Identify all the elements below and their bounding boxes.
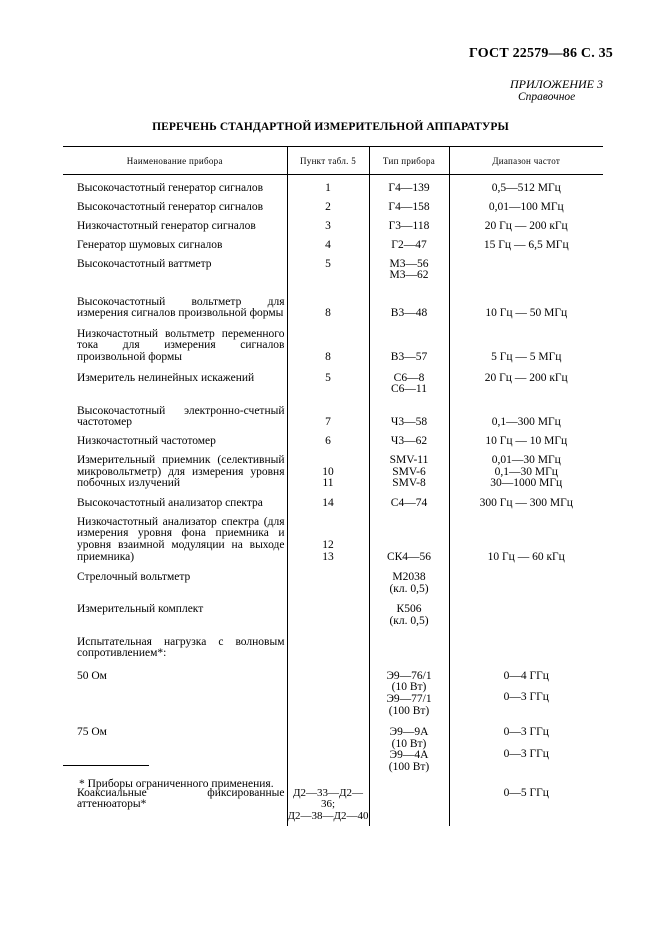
device-name: Измеритель нелинейных искажений — [77, 371, 255, 384]
frequency-range: 15 Гц — 6,5 МГц — [449, 240, 603, 259]
device-name: Низкочастотный вольтметр переменного тока для измерения сигналов произвольной формы — [77, 327, 285, 364]
device-type: (10 Вт) — [391, 737, 427, 750]
appendix-label — [510, 78, 603, 104]
frequency-range: 0,5—512 МГц — [449, 183, 603, 202]
table-item — [287, 671, 369, 717]
table-row — [63, 637, 603, 660]
device-type: (кл. 0,5) — [389, 582, 429, 595]
device-type: Э9—4А — [389, 749, 429, 762]
frequency-range: 10 Гц — 60 кГц — [449, 517, 603, 563]
table-row — [63, 183, 603, 202]
appendix-type: Справочное — [518, 91, 576, 103]
device-type: В3—57 — [369, 329, 449, 364]
frequency-range: 0,1—30 МГц — [494, 465, 558, 478]
frequency-range: 0,1—300 МГц — [449, 406, 603, 429]
device-type: В3—48 — [369, 297, 449, 320]
device-type: Ч3—58 — [369, 406, 449, 429]
device-name: Генератор шумовых сигналов — [77, 238, 223, 251]
frequency-range: 0,01—100 МГц — [449, 202, 603, 221]
device-type-cell — [369, 604, 449, 627]
table-item: 8 — [287, 297, 369, 320]
table-row — [63, 373, 603, 396]
device-type: (кл. 0,5) — [389, 614, 429, 627]
table-item: 4 — [287, 240, 369, 259]
frequency-range: 30—1000 МГц — [490, 477, 563, 490]
device-type: (10 Вт) — [391, 681, 427, 694]
frequency-range: 5 Гц — 5 МГц — [449, 329, 603, 364]
table-row — [63, 221, 603, 240]
table-item — [287, 727, 369, 773]
table-item: Д2—33—Д2—36; — [292, 786, 363, 811]
frequency-range — [449, 572, 603, 595]
table-item — [287, 637, 369, 660]
device-name: Испытательная нагрузка с волновым сопротивлением*: — [77, 635, 285, 660]
device-type: К506 — [396, 603, 422, 616]
device-name: Стрелочный вольтметр — [77, 571, 191, 584]
device-type: Э9—76/1 — [386, 669, 432, 682]
device-type: Г2—47 — [369, 240, 449, 259]
device-type: Г4—139 — [369, 183, 449, 202]
frequency-range: 0—4 ГГц — [503, 669, 549, 682]
column-header-item: Пункт табл. 5 — [287, 147, 369, 175]
device-type-cell — [369, 373, 449, 396]
table-row — [63, 517, 603, 563]
device-type-cell — [369, 727, 449, 773]
table-item: 2 — [287, 202, 369, 221]
table-item: 11 — [322, 477, 334, 490]
table-item: 6 — [287, 436, 369, 455]
frequency-range: 10 Гц — 10 МГц — [449, 436, 603, 455]
frequency-range: 0—5 ГГц — [449, 788, 603, 823]
frequency-range — [449, 604, 603, 627]
table-item: 7 — [287, 406, 369, 429]
column-header-type: Тип прибора — [369, 147, 449, 175]
table-row — [63, 240, 603, 259]
table-row — [63, 436, 603, 455]
device-type: СК4—56 — [369, 517, 449, 563]
table-item: 13 — [322, 550, 334, 563]
table-item: 5 — [287, 259, 369, 282]
appendix-number: ПРИЛОЖЕНИЕ 3 — [510, 77, 603, 91]
table-row — [63, 498, 603, 517]
frequency-range — [449, 637, 603, 660]
table-header-row — [63, 147, 603, 175]
table-item-cell — [287, 517, 369, 563]
column-header-name: Наименование прибора — [63, 147, 287, 175]
device-type: М2038 — [392, 571, 426, 584]
table-row — [63, 297, 603, 320]
device-name: Низкочастотный частотомер — [77, 435, 216, 448]
table-row — [63, 572, 603, 595]
device-name: Измерительный приемник (селективный микровольтметр) для измерения уровня побочных излучений — [77, 454, 285, 490]
device-name: 75 Ом — [77, 726, 107, 739]
device-type: М3—56 — [389, 257, 429, 270]
table-row — [63, 788, 603, 823]
table-item: 8 — [287, 329, 369, 364]
table-row — [63, 202, 603, 221]
device-type: (100 Вт) — [388, 760, 430, 773]
table-item — [287, 572, 369, 595]
device-type: С6—11 — [391, 383, 427, 396]
device-type: (100 Вт) — [388, 704, 430, 717]
frequency-range: 10 Гц — 50 МГц — [449, 297, 603, 320]
frequency-range: 0—3 ГГц — [503, 747, 549, 760]
device-type: Э9—9А — [389, 726, 429, 739]
device-type: SMV-8 — [392, 477, 426, 490]
device-type: Г4—158 — [369, 202, 449, 221]
table-item: 14 — [287, 498, 369, 517]
table-row — [63, 329, 603, 364]
device-type — [369, 637, 449, 660]
frequency-range-cell — [449, 671, 603, 717]
table-row — [63, 727, 603, 773]
frequency-range: 300 Гц — 300 МГц — [449, 498, 603, 517]
device-type: Э9—77/1 — [386, 692, 432, 705]
device-type — [369, 788, 449, 823]
table-item-cell — [287, 455, 369, 490]
device-name: 50 Ом — [77, 669, 107, 682]
table-item: 1 — [287, 183, 369, 202]
table-row — [63, 671, 603, 717]
device-type-cell — [369, 259, 449, 282]
table-row — [63, 455, 603, 490]
frequency-range: 20 Гц — 200 кГц — [449, 373, 603, 396]
device-type-cell — [369, 671, 449, 717]
table-item: 3 — [287, 221, 369, 240]
device-type-cell — [369, 455, 449, 490]
table-row — [63, 259, 603, 282]
device-name: Измерительный комплект — [77, 603, 204, 616]
table-item: 10 — [322, 465, 334, 478]
table-row — [63, 406, 603, 429]
frequency-range-cell — [449, 727, 603, 773]
equipment-table — [63, 146, 603, 826]
column-header-range: Диапазон частот — [449, 147, 603, 175]
device-type: SMV-6 — [392, 465, 426, 478]
device-name: Высокочастотный ваттметр — [77, 257, 212, 270]
footnote-divider — [63, 765, 149, 766]
table-item: Д2—38—Д2—40 — [287, 809, 369, 822]
frequency-range — [449, 259, 603, 282]
device-type-cell — [369, 572, 449, 595]
table-item: 5 — [287, 373, 369, 396]
device-name: Высокочастотный вольтметр для измерения сигналов произвольной формы — [77, 295, 285, 320]
device-name: Высокочастотный анализатор спектра — [77, 496, 263, 509]
device-type: Ч3—62 — [369, 436, 449, 455]
frequency-range-cell — [449, 455, 603, 490]
device-name: Высокочастотный генератор сигналов — [77, 200, 264, 213]
frequency-range: 0—3 ГГц — [503, 726, 549, 739]
device-name: Коаксиальные фиксированные аттенюаторы* — [77, 786, 285, 811]
table-item-cell — [287, 788, 369, 823]
device-name: Высокочастотный электронно-счетный частотомер — [77, 404, 285, 429]
device-name: Низкочастотный анализатор спектра (для измерения уровня фона приемника и уровня взаимной модуляции на выходе приемника) — [77, 515, 285, 563]
table-item: 12 — [322, 539, 334, 551]
device-type: С4—74 — [369, 498, 449, 517]
frequency-range: 0—3 ГГц — [503, 691, 549, 704]
device-type: С6—8 — [393, 371, 425, 384]
device-type: М3—62 — [389, 269, 429, 282]
device-type: SMV-11 — [389, 454, 429, 467]
table-item — [287, 604, 369, 627]
device-type: Г3—118 — [369, 221, 449, 240]
footnote: * Приборы ограниченного применения. — [79, 778, 274, 790]
page-header: ГОСТ 22579—86 С. 35 — [469, 46, 613, 61]
table-row — [63, 604, 603, 627]
frequency-range: 0,01—30 МГц — [491, 454, 561, 467]
device-name: Высокочастотный генератор сигналов — [77, 181, 264, 194]
document-title: ПЕРЕЧЕНЬ СТАНДАРТНОЙ ИЗМЕРИТЕЛЬНОЙ АППАРАТУРЫ — [152, 121, 509, 133]
device-name: Низкочастотный генератор сигналов — [77, 219, 256, 232]
frequency-range: 20 Гц — 200 кГц — [449, 221, 603, 240]
